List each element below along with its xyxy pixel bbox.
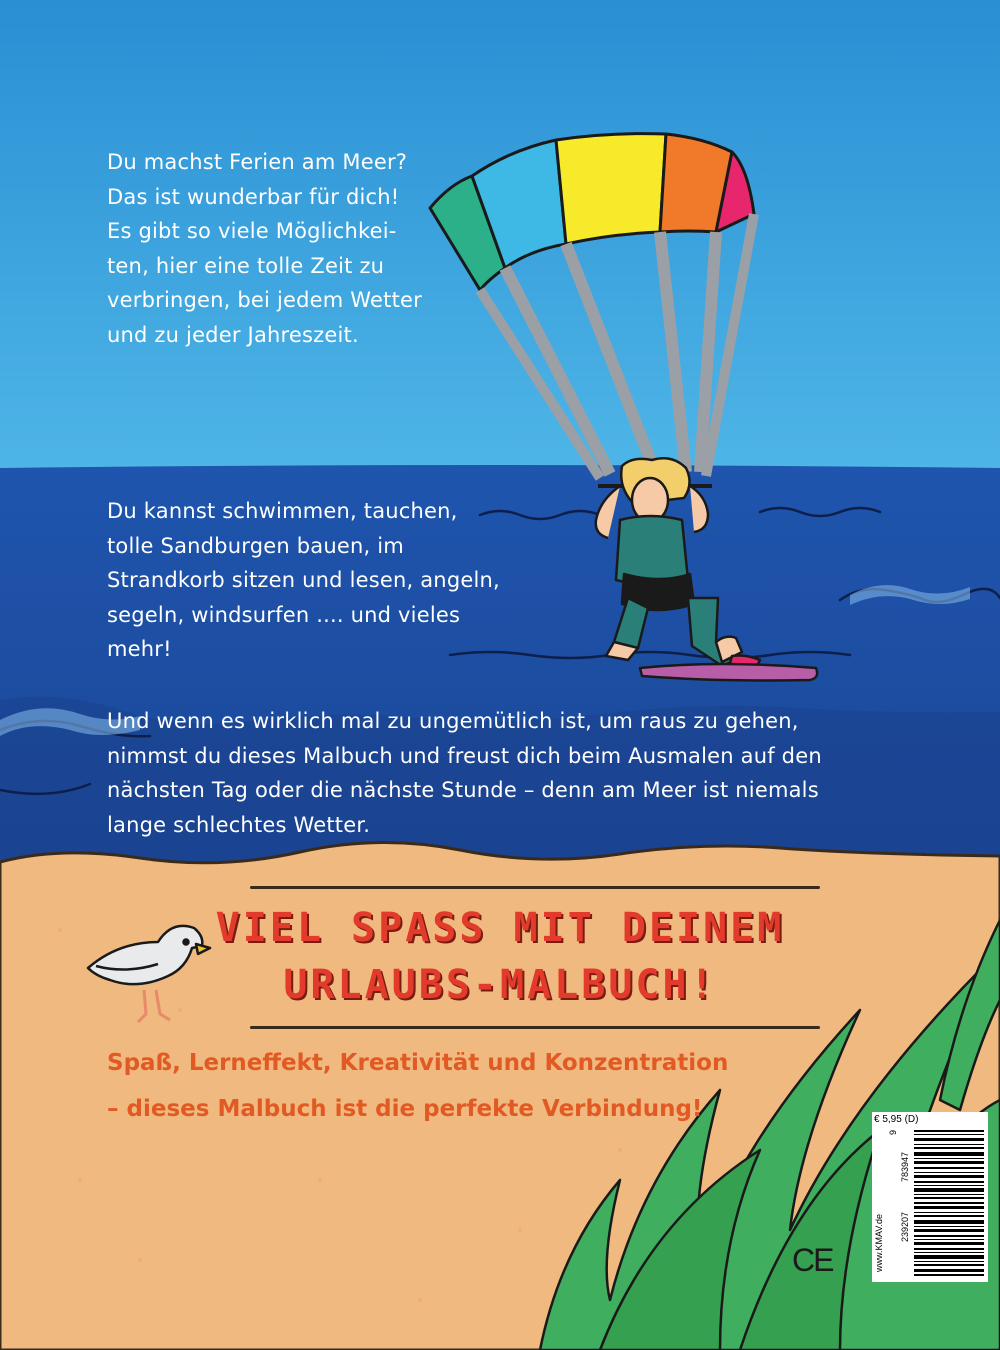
ce-mark: CE — [792, 1242, 833, 1278]
headline-line-2: URLAUBS-MALBUCH! — [283, 962, 717, 1008]
barcode-digit-prefix: 9 — [888, 1130, 898, 1136]
headline-line-1: VIEL SPASS MIT DEINEM — [215, 905, 785, 951]
intro-paragraph-3: Und wenn es wirklich mal zu ungemütlich ist, um raus zu gehen, nimmst du dieses Malbuch und freust dich beim Ausmalen auf den nächsten Tag oder die nächste Stunde – denn am Meer ist niemals lange schlechtes Wetter. — [107, 709, 822, 837]
intro-paragraph-2: Du kannst schwimmen, tauchen, tolle Sandburgen bauen, im Strandkorb sitzen und lesen, angeln, segeln, windsurfen .... und vieles mehr! — [107, 499, 500, 661]
barcode-box — [872, 1112, 988, 1282]
barcode-digits-2: 239207 — [900, 1212, 910, 1243]
publisher-url: www.KMAV.de — [874, 1213, 884, 1272]
price-label: € 5,95 (D) — [874, 1114, 919, 1125]
barcode-digits-1: 783947 — [900, 1152, 910, 1183]
tagline: Spaß, Lerneffekt, Kreativität und Konzentration – dieses Malbuch ist die perfekte Verbindung! — [107, 1050, 729, 1122]
kite-yellow-panel — [556, 134, 666, 244]
intro-paragraph-1: Du machst Ferien am Meer? Das ist wunderbar für dich! Es gibt so viele Möglichkei- ten, hier eine tolle Zeit zu verbringen, bei jedem Wetter und zu jeder Jahreszeit. — [107, 150, 422, 347]
kiteboard — [640, 664, 817, 681]
barcode-bars — [914, 1130, 984, 1278]
headline-rule-top — [250, 886, 820, 889]
headline-rule-bottom — [250, 1026, 820, 1029]
